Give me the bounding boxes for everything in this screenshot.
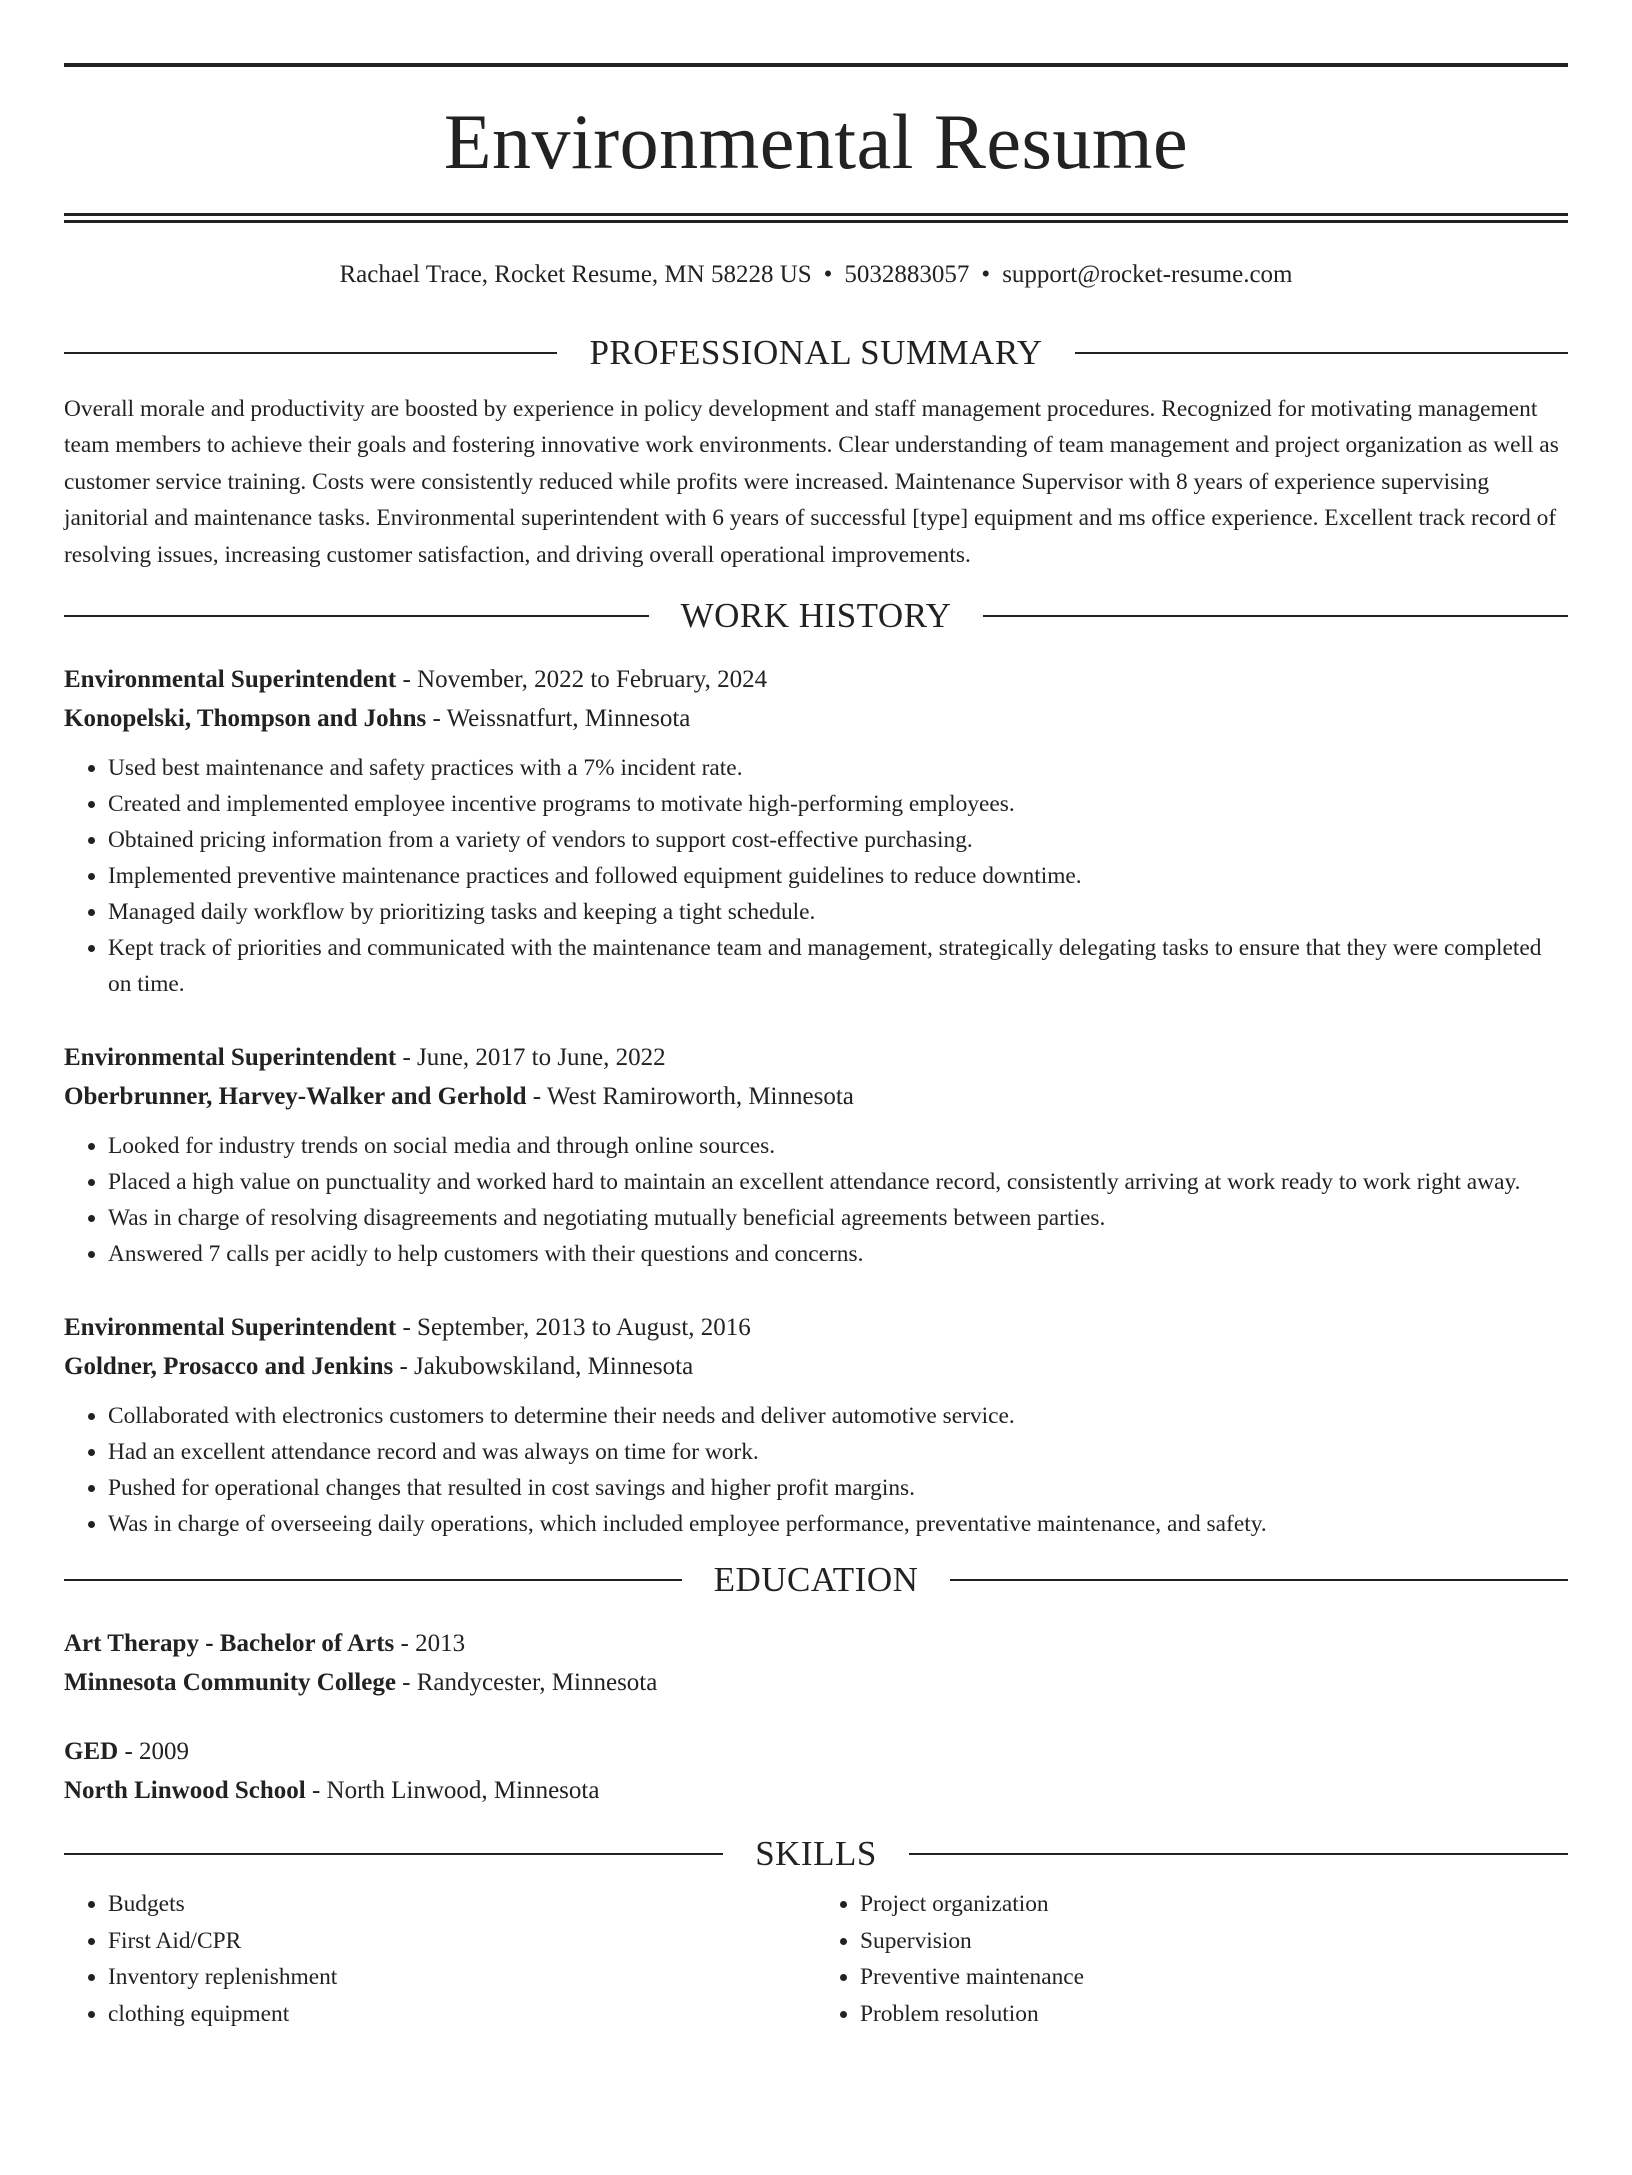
work-section-header [64, 596, 1568, 636]
job-title-line [64, 1038, 1568, 1077]
job-company-line [64, 699, 1568, 738]
job-entry [64, 1038, 1568, 1272]
job-bullet: • Placed a high value on punctuality and worked hard to maintain an excellent attendance record, consistently arriving at work ready to work right away. [108, 1164, 1568, 1200]
job-title-line [64, 1308, 1568, 1347]
job-bullet: • Was in charge of overseeing daily operations, which included employee performance, preventative maintenance, and safety. [108, 1506, 1568, 1542]
education-school: Minnesota Community College [64, 1669, 396, 1697]
job-bullet: • Implemented preventive maintenance practices and followed equipment guidelines to reduce downtime. [108, 858, 1568, 894]
contact-email: support@rocket-resume.com [1002, 261, 1293, 288]
resume-page [0, 63, 1632, 2175]
job-company: Goldner, Prosacco and Jenkins [64, 1353, 394, 1381]
job-title: Environmental Superintendent [64, 666, 397, 694]
section-rule-left [64, 352, 557, 354]
job-bullets [64, 750, 1568, 1002]
job-bullet: • Answered 7 calls per acidly to help customers with their questions and concerns. [108, 1236, 1568, 1272]
job-bullets [64, 1128, 1568, 1272]
summary-section-title: PROFESSIONAL SUMMARY [589, 333, 1043, 372]
job-entry [64, 660, 1568, 1002]
skill-item: • Inventory replenishment [108, 1959, 816, 1996]
job-title: Environmental Superintendent [64, 1044, 397, 1072]
skill-item: • Preventive maintenance [860, 1959, 1568, 1996]
job-bullets [64, 1398, 1568, 1542]
skills-column-right [816, 1886, 1568, 2032]
education-section-title: EDUCATION [713, 1560, 919, 1600]
skill-item: • Budgets [108, 1886, 816, 1923]
skill-item: • clothing equipment [108, 1996, 816, 2033]
job-dates: - June, 2017 to June, 2022 [396, 1044, 666, 1072]
job-bullet: • Managed daily workflow by prioritizing tasks and keeping a tight schedule. [108, 894, 1568, 930]
skill-item: • First Aid/CPR [108, 1923, 816, 1960]
education-school-line [64, 1663, 1568, 1702]
skill-item: • Problem resolution [860, 1996, 1568, 2033]
job-company: Konopelski, Thompson and Johns [64, 705, 427, 733]
section-rule-left [64, 615, 649, 617]
contact-phone: 5032883057 [844, 261, 970, 288]
job-bullet: • Was in charge of resolving disagreements and negotiating mutually beneficial agreements between parties. [108, 1200, 1568, 1236]
skills-list [64, 1886, 1568, 2032]
job-location: - Weissnatfurt, Minnesota [426, 705, 691, 733]
job-bullet: • Obtained pricing information from a variety of vendors to support cost-effective purchasing. [108, 822, 1568, 858]
section-rule-right [950, 1579, 1568, 1581]
skill-item: • Supervision [860, 1923, 1568, 1960]
work-section-title: WORK HISTORY [680, 596, 952, 636]
education-location: - Randycester, Minnesota [395, 1669, 658, 1697]
education-year: - 2013 [394, 1630, 466, 1658]
education-degree-line [64, 1624, 1568, 1663]
job-dates: - November, 2022 to February, 2024 [396, 666, 768, 694]
education-school-line [64, 1771, 1568, 1810]
skills-section-title: SKILLS [755, 1834, 877, 1874]
job-bullet: • Pushed for operational changes that resulted in cost savings and higher profit margins. [108, 1470, 1568, 1506]
skills-section-header [64, 1834, 1568, 1874]
education-degree: Art Therapy - Bachelor of Arts [64, 1630, 395, 1658]
job-dates: - September, 2013 to August, 2016 [396, 1314, 751, 1342]
job-location: - West Ramiroworth, Minnesota [526, 1083, 854, 1111]
section-rule-left [64, 1853, 723, 1855]
top-rule [64, 63, 1568, 67]
section-rule-right [909, 1853, 1568, 1855]
summary-text: Overall morale and productivity are boosted by experience in policy development and staff management procedures. Recognized for motivating management team members to achieve their goals and fostering innovative work environments. Clear understanding of team management and project organization as well as customer service training. Costs were consistently reduced while profits were increased. Maintenance Supervisor with 8 years of experience supervising janitorial and maintenance tasks. Environmental superintendent with 6 years of successful [type] equipment and ms office experience. Excellent track record of resolving issues, increasing customer satisfaction, and driving overall operational improvements. [64, 396, 1559, 568]
contact-address: Rachael Trace, Rocket Resume, MN 58228 US [339, 261, 812, 288]
job-bullet: • Used best maintenance and safety practices with a 7% incident rate. [108, 750, 1568, 786]
title-double-rule [64, 213, 1568, 223]
education-location: - North Linwood, Minnesota [305, 1777, 600, 1805]
job-location: - Jakubowskiland, Minnesota [393, 1353, 694, 1381]
resume-title: Environmental Resume [443, 98, 1189, 185]
skill-item: • Project organization [860, 1886, 1568, 1923]
contact-separator: • [981, 261, 991, 288]
section-rule-right [1075, 352, 1568, 354]
education-entry [64, 1732, 1568, 1810]
contact-separator: • [823, 261, 833, 288]
section-rule-right [983, 615, 1568, 617]
job-company-line [64, 1077, 1568, 1116]
job-bullet: • Created and implemented employee incentive programs to motivate high-performing employees. [108, 786, 1568, 822]
job-entry [64, 1308, 1568, 1542]
summary-section-header [64, 333, 1568, 373]
education-section-header [64, 1560, 1568, 1600]
skills-column-left [64, 1886, 816, 2032]
education-degree-line [64, 1732, 1568, 1771]
job-bullet: • Kept track of priorities and communicated with the maintenance team and management, strategically delegating tasks to ensure that they were completed on time. [108, 930, 1568, 1002]
contact-line [64, 257, 1568, 293]
job-bullet: • Had an excellent attendance record and was always on time for work. [108, 1434, 1568, 1470]
education-school: North Linwood School [64, 1777, 306, 1805]
job-company-line [64, 1347, 1568, 1386]
section-rule-left [64, 1579, 682, 1581]
job-bullet: • Looked for industry trends on social media and through online sources. [108, 1128, 1568, 1164]
education-degree: GED [64, 1738, 119, 1766]
education-year: - 2009 [118, 1738, 190, 1766]
job-bullet: • Collaborated with electronics customers to determine their needs and deliver automotive service. [108, 1398, 1568, 1434]
job-company: Oberbrunner, Harvey-Walker and Gerhold [64, 1083, 527, 1111]
job-title: Environmental Superintendent [64, 1314, 397, 1342]
education-entry [64, 1624, 1568, 1702]
job-title-line [64, 660, 1568, 699]
